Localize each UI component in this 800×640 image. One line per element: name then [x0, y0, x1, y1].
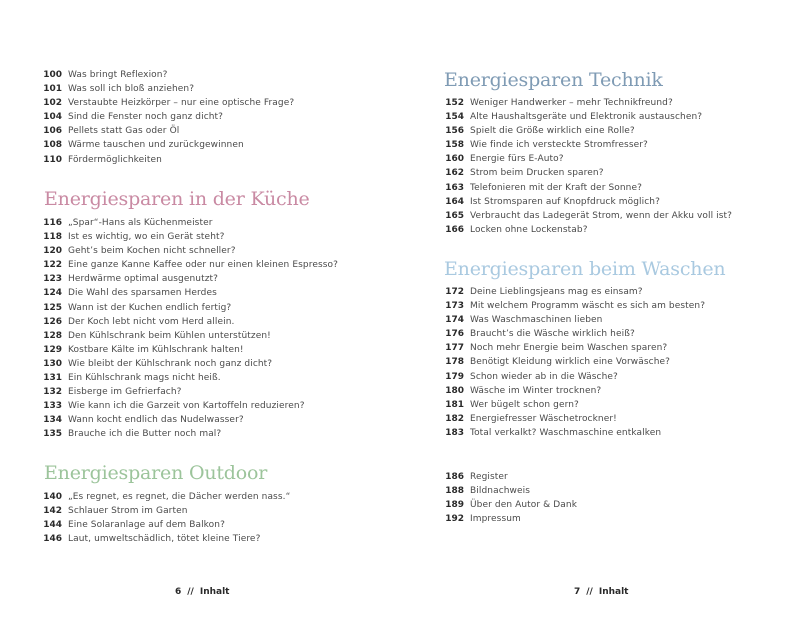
toc-page-number: 108 — [43, 140, 62, 151]
toc-page-number: 181 — [445, 399, 464, 410]
toc-title: Eisberge im Gefrierfach? — [68, 387, 182, 398]
toc-page-number: 177 — [445, 343, 464, 354]
toc-page-number: 192 — [445, 514, 464, 525]
toc-page-number: 165 — [445, 210, 464, 221]
toc-page-number: 179 — [445, 371, 464, 382]
toc-title: Was Waschmaschinen lieben — [470, 315, 603, 326]
toc-entry — [442, 370, 782, 384]
toc-title: Was soll ich bloß anziehen? — [68, 84, 195, 95]
toc-page-number: 166 — [445, 224, 464, 235]
toc-title: Geht’s beim Kochen nicht schneller? — [68, 246, 236, 257]
toc-title: Kostbare Kälte im Kühlschrank halten! — [68, 344, 244, 355]
toc-entry — [442, 470, 782, 484]
right-page — [400, 0, 800, 640]
toc-page-number: 163 — [445, 182, 464, 193]
toc-entry — [442, 426, 782, 440]
toc-page-number: 125 — [43, 302, 62, 313]
toc-title: Wie finde ich versteckte Stromfresser? — [470, 140, 648, 151]
toc-entry — [442, 285, 782, 299]
toc-title: Fördermöglichkeiten — [68, 154, 162, 165]
toc-title: Noch mehr Energie beim Waschen sparen? — [470, 343, 668, 354]
toc-title: Wann ist der Kuchen endlich fertig? — [68, 302, 232, 313]
toc-title: Energie fürs E-Auto? — [470, 154, 564, 165]
toc-page-number: 183 — [445, 427, 464, 438]
toc-title: Ein Kühlschrank mags nicht heiß. — [68, 373, 221, 384]
toc-title: Strom beim Drucken sparen? — [470, 168, 604, 179]
toc-entry — [40, 343, 380, 357]
toc-page-number: 173 — [445, 301, 464, 312]
toc-page-number: 128 — [43, 330, 62, 341]
toc-title: Impressum — [470, 514, 521, 525]
toc-page-number: 101 — [43, 84, 62, 95]
toc-page-number: 126 — [43, 316, 62, 327]
toc-title: Deine Lieblingsjeans mag es einsam? — [470, 287, 643, 297]
toc-entry — [40, 216, 380, 230]
toc-entry — [442, 355, 782, 369]
toc-title: Ist Stromsparen auf Knopfdruck möglich? — [470, 196, 660, 207]
toc-title: Wärme tauschen und zurückgewinnen — [68, 140, 244, 151]
toc-page-number: 132 — [43, 387, 62, 398]
toc-page-number: 146 — [43, 534, 62, 545]
toc-entry — [442, 327, 782, 341]
toc-title: „Spar“-Hans als Küchenmeister — [68, 218, 213, 228]
toc-entry — [40, 244, 380, 258]
toc-entry — [442, 223, 782, 237]
toc-page-number: 152 — [445, 98, 464, 108]
toc-title: Verbraucht das Ladegerät Strom, wenn der Akku voll ist? — [470, 210, 733, 221]
footer-left — [175, 587, 229, 597]
toc-page-number: 174 — [445, 315, 464, 326]
toc-title: Ist es wichtig, wo ein Gerät steht? — [68, 232, 225, 243]
appendix-entries — [442, 470, 782, 526]
toc-entry — [40, 272, 380, 286]
toc-page-number: 130 — [43, 358, 62, 369]
footer-separator: // — [586, 587, 593, 597]
toc-page-number: 186 — [445, 472, 464, 482]
toc-title: Was bringt Reflexion? — [68, 70, 168, 80]
toc-title: Eine ganze Kanne Kaffee oder nur einen kleinen Espresso? — [68, 260, 339, 271]
toc-title: Telefonieren mit der Kraft der Sonne? — [470, 182, 643, 193]
toc-title: „Es regnet, es regnet, die Dächer werden nass.“ — [68, 492, 291, 502]
toc-title: Eine Solaranlage auf dem Balkon? — [68, 520, 225, 531]
toc-entry — [40, 138, 380, 152]
toc-title: Pellets statt Gas oder Öl — [68, 126, 180, 137]
toc-page-number: 124 — [43, 288, 62, 299]
toc-page-number: 172 — [445, 287, 464, 297]
toc-entry — [40, 329, 380, 343]
toc-entry — [40, 371, 380, 385]
toc-title: Brauche ich die Butter noch mal? — [68, 429, 222, 440]
toc-page-number: 110 — [43, 154, 62, 165]
toc-page-number: 156 — [445, 126, 464, 137]
toc-page-number: 140 — [43, 492, 62, 502]
toc-page-number: 118 — [43, 232, 62, 243]
toc-title: Der Koch lebt nicht vom Herd allein. — [68, 316, 235, 327]
toc-page-number: 102 — [43, 98, 62, 109]
toc-title: Wann kocht endlich das Nudelwasser? — [68, 415, 244, 426]
toc-title: Total verkalkt? Waschmaschine entkalken — [470, 427, 662, 438]
toc-entry — [40, 399, 380, 413]
toc-page-number: 129 — [43, 344, 62, 355]
toc-page-number: 100 — [43, 70, 62, 80]
toc-entry — [40, 413, 380, 427]
toc-page-number: 122 — [43, 260, 62, 271]
toc-page-number: 180 — [445, 385, 464, 396]
toc-page-number: 116 — [43, 218, 62, 228]
toc-title: Herdwärme optimal ausgenutzt? — [68, 274, 219, 285]
toc-entry — [442, 181, 782, 195]
toc-entry — [40, 532, 380, 546]
toc-entry — [442, 152, 782, 166]
toc-title: Braucht’s die Wäsche wirklich heiß? — [470, 329, 635, 340]
toc-entry — [442, 124, 782, 138]
footer-label: Inhalt — [598, 587, 629, 597]
toc-entry — [40, 286, 380, 300]
toc-title: Bildnachweis — [470, 486, 531, 497]
toc-title: Energiefresser Wäschetrockner! — [470, 413, 617, 424]
heading-waschen: Energiesparen beim Waschen — [444, 258, 726, 280]
toc-entry — [442, 195, 782, 209]
toc-title: Den Kühlschrank beim Kühlen unterstützen! — [68, 330, 271, 341]
technik-entries — [442, 96, 782, 237]
toc-title: Wie bleibt der Kühlschrank noch ganz dicht? — [68, 358, 273, 369]
toc-entry — [40, 124, 380, 138]
toc-entry — [40, 68, 380, 82]
toc-page-number: 120 — [43, 246, 62, 257]
toc-title: Mit welchem Programm wäscht es sich am besten? — [470, 301, 706, 312]
left-top-entries — [40, 68, 380, 167]
footer-right — [574, 587, 628, 597]
toc-entry — [442, 498, 782, 512]
footer-page-number: 7 — [574, 587, 581, 597]
toc-page-number: 178 — [445, 357, 464, 368]
toc-title: Verstaubte Heizkörper – nur eine optische Frage? — [68, 98, 295, 109]
toc-page-number: 133 — [43, 401, 62, 412]
toc-page-number: 162 — [445, 168, 464, 179]
toc-page-number: 123 — [43, 274, 62, 285]
toc-page-number: 188 — [445, 486, 464, 497]
toc-title: Die Wahl des sparsamen Herdes — [68, 288, 217, 299]
toc-title: Laut, umweltschädlich, tötet kleine Tiere? — [68, 534, 261, 545]
toc-entry — [40, 315, 380, 329]
toc-title: Spielt die Größe wirklich eine Rolle? — [470, 126, 635, 137]
kitchen-entries — [40, 216, 380, 442]
toc-entry — [442, 412, 782, 426]
toc-title: Benötigt Kleidung wirklich eine Vorwäsche? — [470, 357, 671, 368]
toc-entry — [442, 110, 782, 124]
toc-entry — [442, 484, 782, 498]
heading-outdoor: Energiesparen Outdoor — [44, 462, 268, 484]
toc-entry — [442, 512, 782, 526]
waschen-entries — [442, 285, 782, 440]
heading-technik: Energiesparen Technik — [444, 69, 663, 91]
toc-title: Weniger Handwerker – mehr Technikfreund? — [470, 98, 673, 108]
toc-entry — [442, 313, 782, 327]
toc-page-number: 164 — [445, 196, 464, 207]
toc-title: Sind die Fenster noch ganz dicht? — [68, 112, 224, 123]
toc-entry — [442, 299, 782, 313]
toc-entry — [40, 504, 380, 518]
toc-entry — [40, 82, 380, 96]
toc-page-number: 144 — [43, 520, 62, 531]
toc-entry — [442, 138, 782, 152]
toc-page-number: 176 — [445, 329, 464, 340]
toc-entry — [40, 258, 380, 272]
toc-page-number: 158 — [445, 140, 464, 151]
footer-separator: // — [187, 587, 194, 597]
toc-page-number: 106 — [43, 126, 62, 137]
toc-entry — [40, 518, 380, 532]
toc-page-number: 131 — [43, 373, 62, 384]
toc-title: Über den Autor & Dank — [470, 500, 578, 511]
toc-entry — [40, 230, 380, 244]
toc-page-number: 134 — [43, 415, 62, 426]
toc-entry — [40, 110, 380, 124]
toc-page-number: 104 — [43, 112, 62, 123]
toc-title: Schlauer Strom im Garten — [68, 506, 188, 517]
toc-entry — [442, 398, 782, 412]
toc-page-number: 154 — [445, 112, 464, 123]
toc-title: Register — [470, 472, 508, 482]
toc-entry — [40, 153, 380, 167]
toc-title: Alte Haushaltsgeräte und Elektronik austauschen? — [470, 112, 703, 123]
toc-entry — [40, 427, 380, 441]
toc-entry — [40, 96, 380, 110]
toc-entry — [442, 166, 782, 180]
toc-entry — [40, 490, 380, 504]
heading-kitchen: Energiesparen in der Küche — [44, 188, 310, 210]
toc-entry — [40, 301, 380, 315]
toc-title: Wäsche im Winter trocknen? — [470, 385, 602, 396]
toc-page-number: 189 — [445, 500, 464, 511]
toc-page-number: 142 — [43, 506, 62, 517]
outdoor-entries — [40, 490, 380, 546]
toc-entry — [442, 96, 782, 110]
toc-entry — [40, 385, 380, 399]
footer-label: Inhalt — [199, 587, 230, 597]
toc-entry — [442, 341, 782, 355]
toc-entry — [442, 384, 782, 398]
toc-title: Locken ohne Lockenstab? — [470, 224, 588, 235]
toc-page-number: 160 — [445, 154, 464, 165]
toc-entry — [40, 357, 380, 371]
toc-entry — [442, 209, 782, 223]
toc-title: Schon wieder ab in die Wäsche? — [470, 371, 618, 382]
toc-title: Wie kann ich die Garzeit von Kartoffeln reduzieren? — [68, 401, 305, 412]
toc-page-number: 182 — [445, 413, 464, 424]
toc-title: Wer bügelt schon gern? — [470, 399, 579, 410]
footer-page-number: 6 — [175, 587, 182, 597]
toc-page-number: 135 — [43, 429, 62, 440]
